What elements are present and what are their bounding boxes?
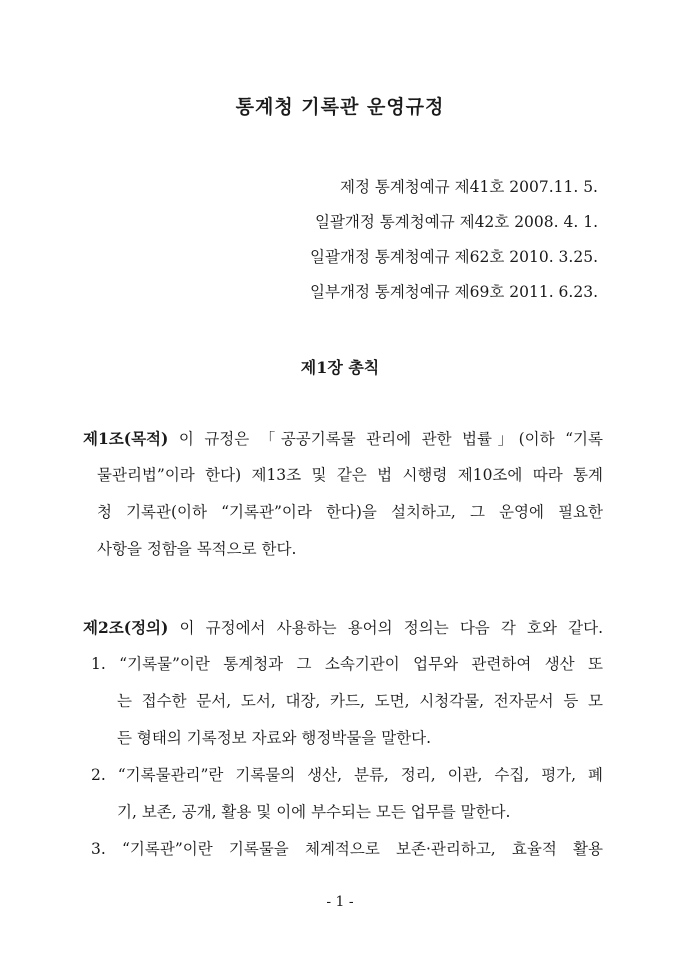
article-1-heading: 제1조(목적) xyxy=(83,429,169,448)
item-line: 는 접수한 문서, 도서, 대장, 카드, 도면, 시청각물, 전자문서 등 모 xyxy=(117,692,603,710)
revision-line: 일괄개정 통계청예규 제42호 2008. 4. 1. xyxy=(314,213,598,231)
item-line: 1. “기록물”이란 통계청과 그 소속기관이 업무와 관련하여 생산 또 xyxy=(91,655,603,673)
revision-line: 제정 통계청예규 제41호 2007.11. 5. xyxy=(339,178,598,196)
article-1-line: 청 기록관(이하 “기록관”이라 한다)을 설치하고, 그 운영에 필요한 xyxy=(97,503,603,521)
definition-item-3 xyxy=(83,831,603,868)
item-line: 기, 보존, 공개, 활용 및 이에 부수되는 모든 업무를 말한다. xyxy=(117,803,511,821)
revision-line: 일부개정 통계청예규 제69호 2011. 6.23. xyxy=(310,283,598,301)
document-title: 통계청 기록관 운영규정 xyxy=(235,96,445,118)
article-1-text: 이 규정은 「공공기록물 관리에 관한 법률」(이하 “기록 xyxy=(168,430,603,448)
article-2-heading: 제2조(정의) xyxy=(83,618,169,637)
definition-item-2 xyxy=(83,757,603,831)
chapter-heading: 제1장 총칙 xyxy=(300,358,380,377)
article-1-line: 물관리법”이라 한다) 제13조 및 같은 법 시행령 제10조에 따라 통계 xyxy=(97,466,603,484)
article-2-text: 이 규정에서 사용하는 용어의 정의는 다음 각 호와 같다. xyxy=(168,619,603,637)
page-number: - 1 - xyxy=(326,894,354,910)
article-2-line xyxy=(83,609,603,646)
item-line: 3. “기록관”이란 기록물을 체계적으로 보존·관리하고, 효율적 활용 xyxy=(91,840,603,858)
article-2 xyxy=(83,609,603,868)
revision-history xyxy=(178,170,598,310)
article-1 xyxy=(83,420,603,568)
article-1-line: 사항을 정함을 목적으로 한다. xyxy=(97,540,297,558)
revision-line: 일괄개정 통계청예규 제62호 2010. 3.25. xyxy=(310,248,598,266)
item-line: 2. “기록물관리”란 기록물의 생산, 분류, 정리, 이관, 수집, 평가, 폐 xyxy=(91,766,603,784)
item-line: 든 형태의 기록정보 자료와 행정박물을 말한다. xyxy=(117,729,432,747)
article-1-line xyxy=(83,420,603,457)
definition-item-1 xyxy=(83,646,603,757)
